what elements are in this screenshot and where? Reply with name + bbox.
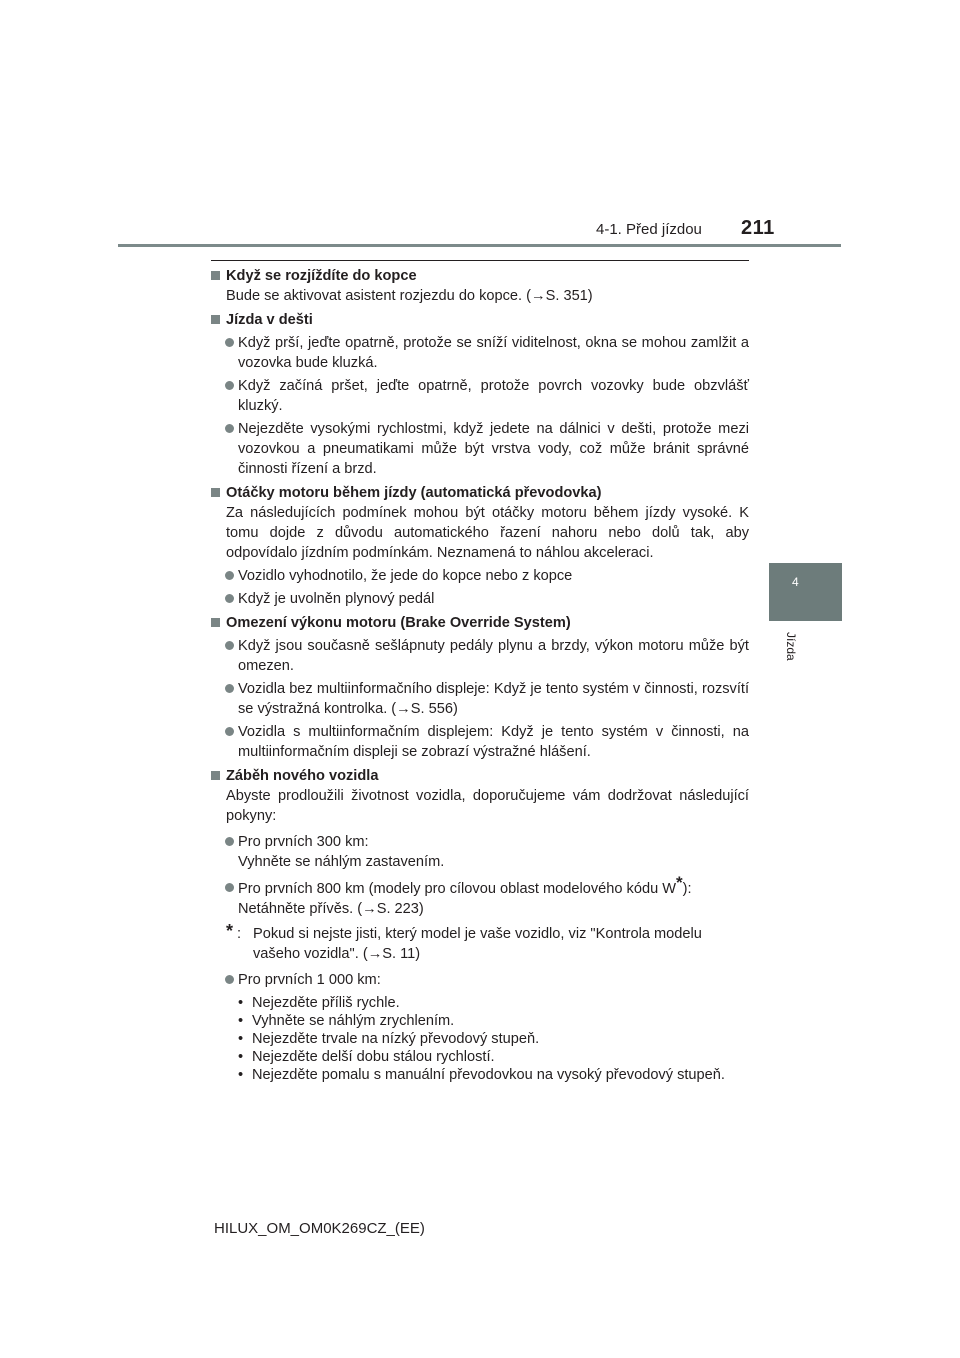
- square-bullet-icon: [211, 271, 220, 280]
- list-item: Vozidla bez multiinformačního displeje: Když je tento systém v činnosti, rozsvítí se výstražná kontrolka. (→S. 556): [211, 679, 749, 719]
- section-paragraph: Bude se aktivovat asistent rozjezdu do kopce. (→S. 351): [226, 288, 593, 304]
- list-item: Pro prvních 800 km (modely pro cílovou oblast modelového kódu W*): Netáhněte přívěs. (→S. 223): [211, 878, 749, 919]
- circle-bullet-icon: [225, 883, 234, 892]
- section-heading: Otáčky motoru během jízdy (automatická převodovka): [211, 483, 749, 503]
- square-bullet-icon: [211, 771, 220, 780]
- square-bullet-icon: [211, 315, 220, 324]
- list-item: Když prší, jeďte opatrně, protože se sníží viditelnost, okna se mohou zamlžit a vozovka bude kluzká.: [211, 333, 749, 373]
- sub-list-item: • Nejezděte příliš rychle.: [238, 995, 400, 1011]
- footnote: * : Pokud si nejste jisti, který model je vaše vozidlo, viz "Kontrola modelu vašeho vozidla". (→S. 11): [226, 921, 702, 962]
- sub-list-item: • Vyhněte se náhlým zrychlením.: [238, 1013, 455, 1029]
- circle-bullet-icon: [225, 684, 234, 693]
- sub-list-item: • Nejezděte delší dobu stálou rychlostí.: [238, 1049, 495, 1065]
- circle-bullet-icon: [225, 381, 234, 390]
- header-section-title: 4-1. Před jízdou: [596, 221, 702, 238]
- content-top-rule: [211, 260, 749, 261]
- circle-bullet-icon: [225, 594, 234, 603]
- sub-list-item: • Nejezděte trvale na nízký převodový stupeň.: [238, 1031, 540, 1047]
- circle-bullet-icon: [225, 641, 234, 650]
- section-paragraph: Abyste prodloužili životnost vozidla, doporučujeme vám dodržovat následující pokyny:: [226, 788, 749, 824]
- page-number: 211: [741, 217, 775, 239]
- list-item: Pro prvních 300 km: Vyhněte se náhlým zastavením.: [211, 832, 749, 872]
- circle-bullet-icon: [225, 837, 234, 846]
- chapter-tab-title: Jízda: [784, 632, 798, 661]
- footnote-star: *: [676, 873, 683, 892]
- list-item: Nejezděte vysokými rychlostmi, když jedete na dálnici v dešti, protože mezi vozovkou a pneumatikami může být vrstva vody, což může bránit správné činnosti řízení a brzd.: [211, 419, 749, 479]
- list-item: Vozidlo vyhodnotilo, že jede do kopce nebo z kopce: [211, 566, 749, 586]
- square-bullet-icon: [211, 488, 220, 497]
- document-code: HILUX_OM_OM0K269CZ_(EE): [214, 1220, 425, 1237]
- list-item: Když jsou současně sešlápnuty pedály plynu a brzdy, výkon motoru může být omezen.: [211, 636, 749, 676]
- circle-bullet-icon: [225, 727, 234, 736]
- square-bullet-icon: [211, 618, 220, 627]
- section-heading: Když se rozjíždíte do kopce: [211, 266, 749, 286]
- circle-bullet-icon: [225, 571, 234, 580]
- chapter-tab: [769, 563, 842, 621]
- section-heading: Omezení výkonu motoru (Brake Override System): [211, 613, 749, 633]
- circle-bullet-icon: [225, 424, 234, 433]
- sub-list-item: • Nejezděte pomalu s manuální převodovkou na vysoký převodový stupeň.: [238, 1067, 725, 1083]
- list-item: Když začíná pršet, jeďte opatrně, protože povrch vozovky bude obzvlášť kluzký.: [211, 376, 749, 416]
- sub-list: [211, 994, 749, 1084]
- list-item: Když je uvolněn plynový pedál: [211, 589, 749, 609]
- chapter-tab-number: 4: [792, 575, 799, 589]
- circle-bullet-icon: [225, 975, 234, 984]
- list-item: Vozidla s multiinformačním displejem: Když je tento systém v činnosti, na multiinformačním displeji se zobrazí výstražné hlášení.: [211, 722, 749, 762]
- footnote-star: *: [226, 921, 234, 941]
- section-heading: Jízda v dešti: [211, 310, 749, 330]
- section-paragraph: Za následujících podmínek mohou být otáčky motoru během jízdy vysoké. K tomu dojde z důvodu automatického řazení nahoru nebo dolů tak, aby odpovídalo jízdním podmínkám. Neznamená to náhlou akceleraci.: [226, 505, 749, 561]
- content-body: [211, 265, 749, 1084]
- circle-bullet-icon: [225, 338, 234, 347]
- list-item: Pro prvních 1 000 km:: [211, 970, 749, 990]
- header-rule: [118, 244, 841, 247]
- section-heading: Záběh nového vozidla: [211, 766, 749, 786]
